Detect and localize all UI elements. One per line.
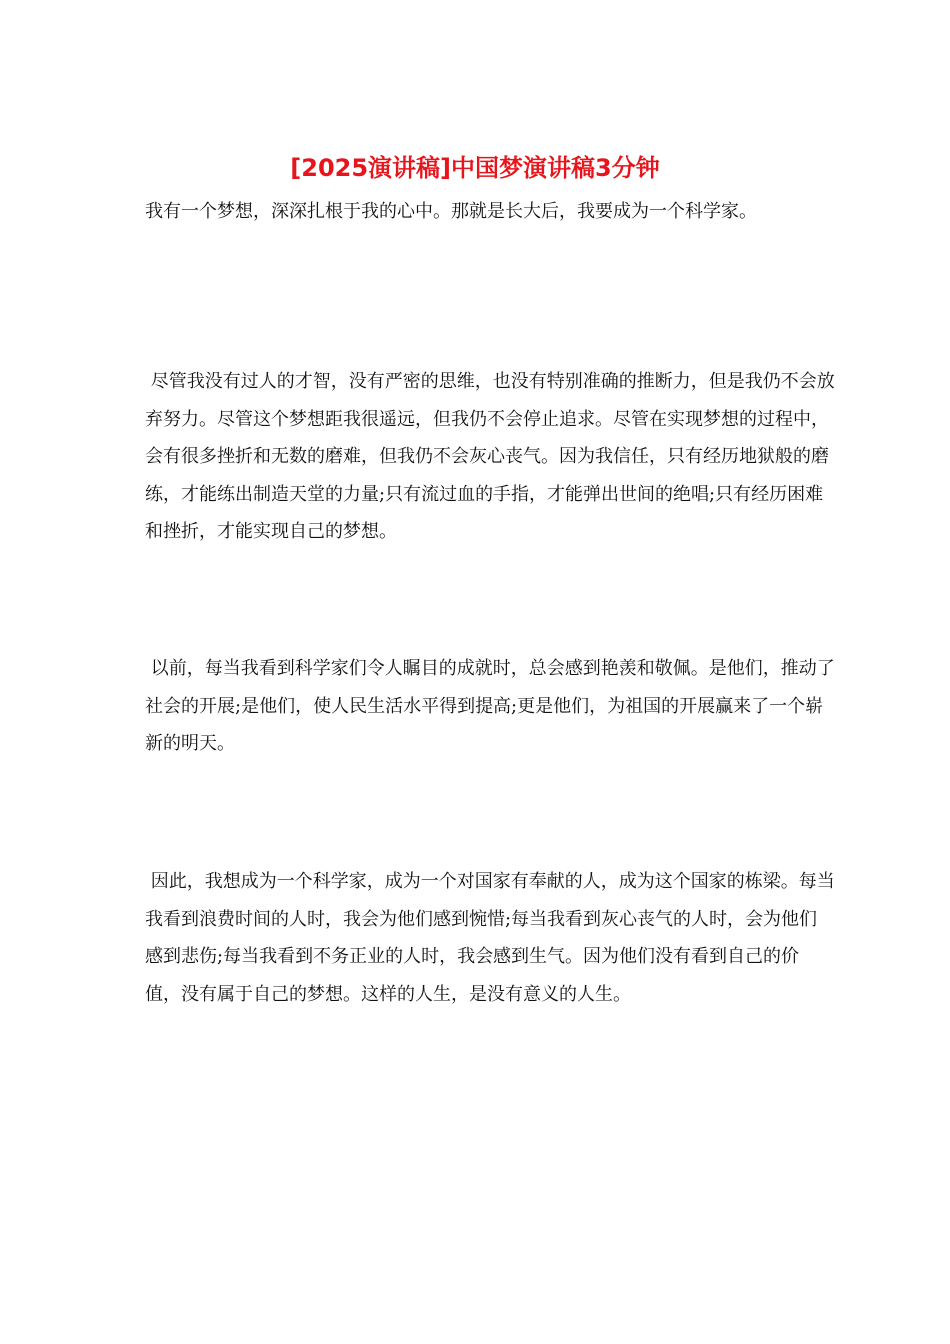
paragraph-2: 尽管我没有过人的才智，没有严密的思维，也没有特别准确的推断力，但是我仍不会放弃努力。尽管这个梦想距我很遥远，但我仍不会停止追求。尽管在实现梦想的过程中，会有很多挫折和无数的磨难，但我仍不会灰心丧气。因为我信任，只有经历地狱般的磨练，才能练出制造天堂的力量;只有流过血的手指，才能弹出世间的绝唱;只有经历困难和挫折，才能实现自己的梦想。 — [145, 371, 835, 542]
document-title: [2025演讲稿]中国梦演讲稿3分钟 — [290, 154, 660, 182]
paragraph-3: 以前，每当我看到科学家们令人瞩目的成就时，总会感到艳羡和敬佩。是他们，推动了社会的开展;是他们，使人民生活水平得到提高;更是他们，为祖国的开展赢来了一个崭新的明天。 — [145, 658, 835, 754]
paragraph-1: 我有一个梦想，深深扎根于我的心中。那就是长大后，我要成为一个科学家。 — [145, 201, 757, 222]
paragraph-4: 因此，我想成为一个科学家，成为一个对国家有奉献的人，成为这个国家的栋梁。每当我看到浪费时间的人时，我会为他们感到惋惜;每当我看到灰心丧气的人时，会为他们感到悲伤;每当我看到不务正业的人时，我会感到生气。因为他们没有看到自己的价值，没有属于自己的梦想。这样的人生，是没有意义的人生。 — [145, 871, 835, 1005]
